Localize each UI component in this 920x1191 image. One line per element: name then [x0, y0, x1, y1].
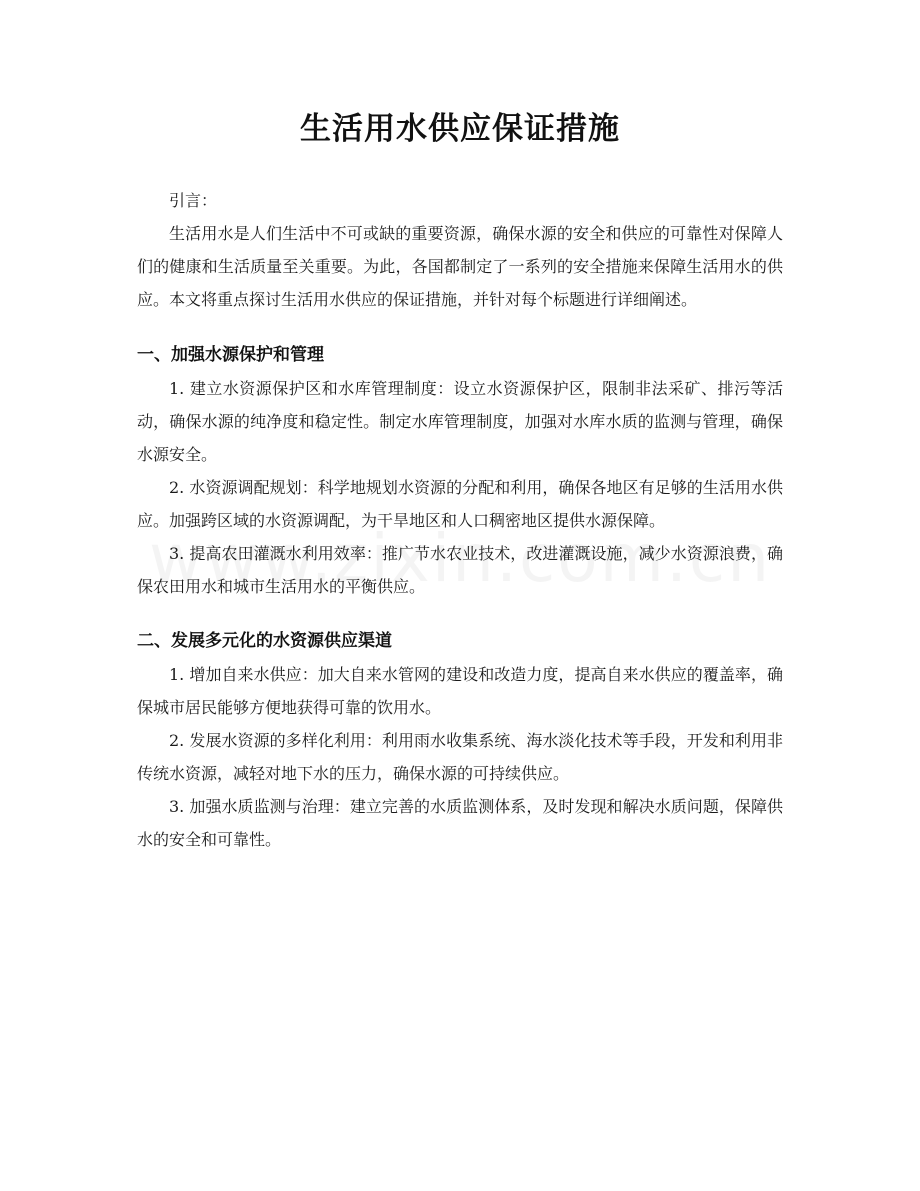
section-1-item-3: 3. 提高农田灌溉水利用效率：推广节水农业技术，改进灌溉设施，减少水资源浪费，确保农田用水和城市生活用水的平衡供应。	[137, 544, 783, 596]
document-title: 生活用水供应保证措施	[300, 111, 620, 147]
section-1-item-1: 1. 建立水资源保护区和水库管理制度：设立水资源保护区，限制非法采矿、排污等活动，确保水源的纯净度和稳定性。制定水库管理制度，加强对水库水质的监测与管理，确保水源安全。	[137, 379, 783, 464]
section-heading: 一、加强水源保护和管理	[137, 345, 324, 365]
section-2	[137, 625, 783, 856]
section-1-item-2: 2. 水资源调配规划：科学地规划水资源的分配和利用，确保各地区有足够的生活用水供应。加强跨区域的水资源调配，为干旱地区和人口稠密地区提供水源保障。	[137, 478, 783, 530]
section-heading: 二、发展多元化的水资源供应渠道	[137, 631, 392, 651]
section-2-item-2: 2. 发展水资源的多样化利用：利用雨水收集系统、海水淡化技术等手段，开发和利用非传统水资源，减轻对地下水的压力，确保水源的可持续供应。	[137, 731, 783, 783]
section-2-item-1: 1. 增加自来水供应：加大自来水管网的建设和改造力度，提高自来水供应的覆盖率，确保城市居民能够方便地获得可靠的饮用水。	[137, 665, 783, 717]
section-2-item-3: 3. 加强水质监测与治理：建立完善的水质监测体系，及时发现和解决水质问题，保障供水的安全和可靠性。	[137, 797, 783, 849]
section-1	[137, 339, 783, 603]
intro-label: 引言：	[169, 191, 218, 210]
intro-paragraph: 生活用水是人们生活中不可或缺的重要资源，确保水源的安全和供应的可靠性对保障人们的健康和生活质量至关重要。为此，各国都制定了一系列的安全措施来保障生活用水的供应。本文将重点探讨生活用水供应的保证措施，并针对每个标题进行详细阐述。	[137, 224, 783, 309]
